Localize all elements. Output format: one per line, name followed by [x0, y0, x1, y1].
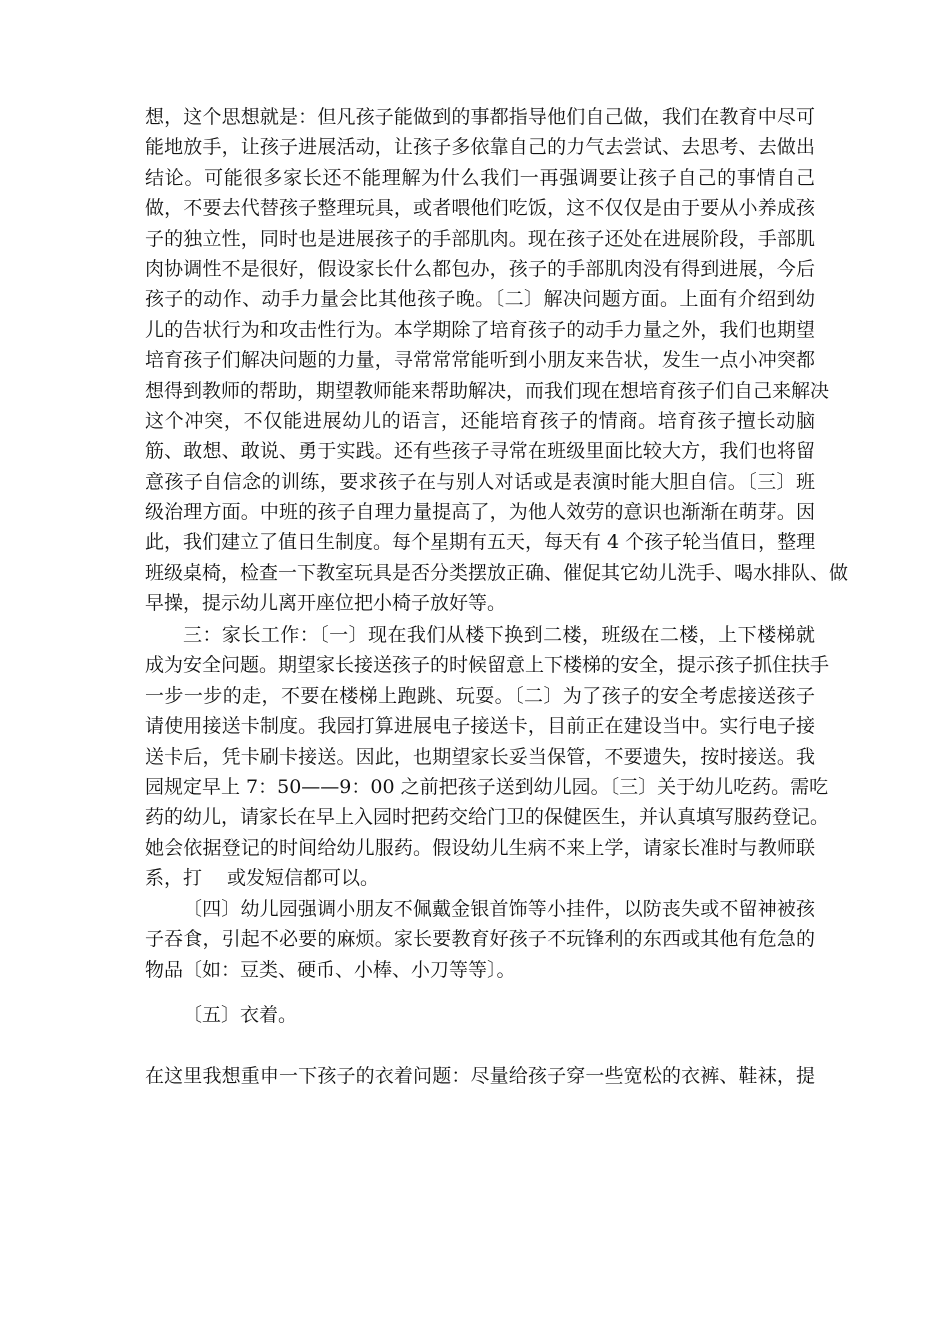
text-line: 系，打 或发短信都可以。: [145, 867, 380, 890]
paragraph-4: [145, 1000, 815, 1030]
text-line: 她会依据登记的时间给幼儿服药。假设幼儿生病不来上学，请家长准时与教师联: [145, 836, 815, 859]
text-line: 此，我们建立了值日生制度。每个星期有五天，每天有 4 个孩子轮当值日，整理: [145, 531, 816, 554]
text-line: 这个冲突，不仅能进展幼儿的语言，还能培育孩子的情商。培育孩子擅长动脑: [145, 409, 815, 432]
text-line: 药的幼儿，请家长在早上入园时把药交给门卫的保健医生，并认真填写服药登记。: [145, 806, 830, 829]
paragraph-2: [145, 620, 830, 894]
text-line: 一步一步的走，不要在楼梯上跑跳、玩耍。〔二〕为了孩子的安全考虑接送孩子: [145, 684, 815, 707]
text-line: 培育孩子们解决问题的力量，寻常常常能听到小朋友来告状，发生一点小冲突都: [145, 349, 815, 372]
text-line: 筋、敢想、敢说、勇于实践。还有些孩子寻常在班级里面比较大方，我们也将留: [145, 440, 815, 463]
text-line: 请使用接送卡制度。我园打算进展电子接送卡，目前正在建设当中。实行电子接: [145, 715, 815, 738]
text-line: 想得到教师的帮助，期望教师能来帮助解决，而我们现在想培育孩子们自己来解决: [145, 379, 830, 402]
text-line: 园规定早上 7：50——9：00 之前把孩子送到幼儿园。〔三〕关于幼儿吃药。需吃: [145, 775, 829, 798]
text-line: 送卡后，凭卡刷卡接送。因此，也期望家长妥当保管，不要遗失，按时接送。我: [145, 745, 815, 768]
text-line: 做，不要去代替孩子整理玩具，或者喂他们吃饭，这不仅仅是由于要从小养成孩: [145, 197, 815, 220]
text-line: 三：家长工作：〔一〕现在我们从楼下换到二楼，班级在二楼，上下楼梯就: [183, 624, 815, 646]
text-line: 在这里我想重申一下孩子的衣着问题：尽量给孩子穿一些宽松的衣裤、鞋袜，提: [145, 1065, 815, 1087]
text-line: 〔四〕幼儿园强调小朋友不佩戴金银首饰等小挂件，以防丧失或不留神被孩: [183, 898, 815, 920]
text-line: 〔五〕衣着。: [183, 1004, 298, 1026]
text-line: 孩子的动作、动手力量会比其他孩子晚。〔二〕解决问题方面。上面有介绍到幼: [145, 288, 815, 311]
text-line: 结论。可能很多家长还不能理解为什么我们一再强调要让孩子自己的事情自己: [145, 166, 815, 189]
text-line: 班级桌椅，检查一下教室玩具是否分类摆放正确、催促其它幼儿洗手、喝水排队、做: [145, 561, 849, 584]
paragraph-1: [145, 102, 849, 619]
paragraph-5: [145, 1061, 815, 1091]
text-line: 子吞食，引起不必要的麻烦。家长要教育好孩子不玩锋利的东西或其他有危急的: [145, 928, 815, 951]
text-line: 早操，提示幼儿离开座位把小椅子放好等。: [145, 592, 507, 615]
text-line: 儿的告状行为和攻击性行为。本学期除了培育孩子的动手力量之外，我们也期望: [145, 318, 815, 341]
text-line: 成为安全问题。期望家长接送孩子的时候留意上下楼梯的安全，提示孩子抓住扶手: [145, 654, 830, 677]
text-line: 肉协调性不是很好，假设家长什么都包办，孩子的手部肌肉没有得到进展，今后: [145, 257, 815, 280]
text-line: 级治理方面。中班的孩子自理力量提高了，为他人效劳的意识也渐渐在萌芽。因: [145, 501, 815, 524]
text-line: 能地放手，让孩子进展活动，让孩子多依靠自己的力气去尝试、去思考、去做出: [145, 136, 815, 159]
text-line: 意孩子自信念的训练，要求孩子在与别人对话或是表演时能大胆自信。〔三〕班: [145, 470, 815, 493]
text-line: 物品〔如：豆类、硬币、小棒、小刀等等〕。: [145, 958, 516, 981]
text-line: 想，这个思想就是：但凡孩子能做到的事都指导他们自己做，我们在教育中尽可: [145, 106, 815, 128]
text-line: 子的独立性，同时也是进展孩子的手部肌肉。现在孩子还处在进展阶段，手部肌: [145, 227, 815, 250]
paragraph-3: [145, 894, 815, 985]
